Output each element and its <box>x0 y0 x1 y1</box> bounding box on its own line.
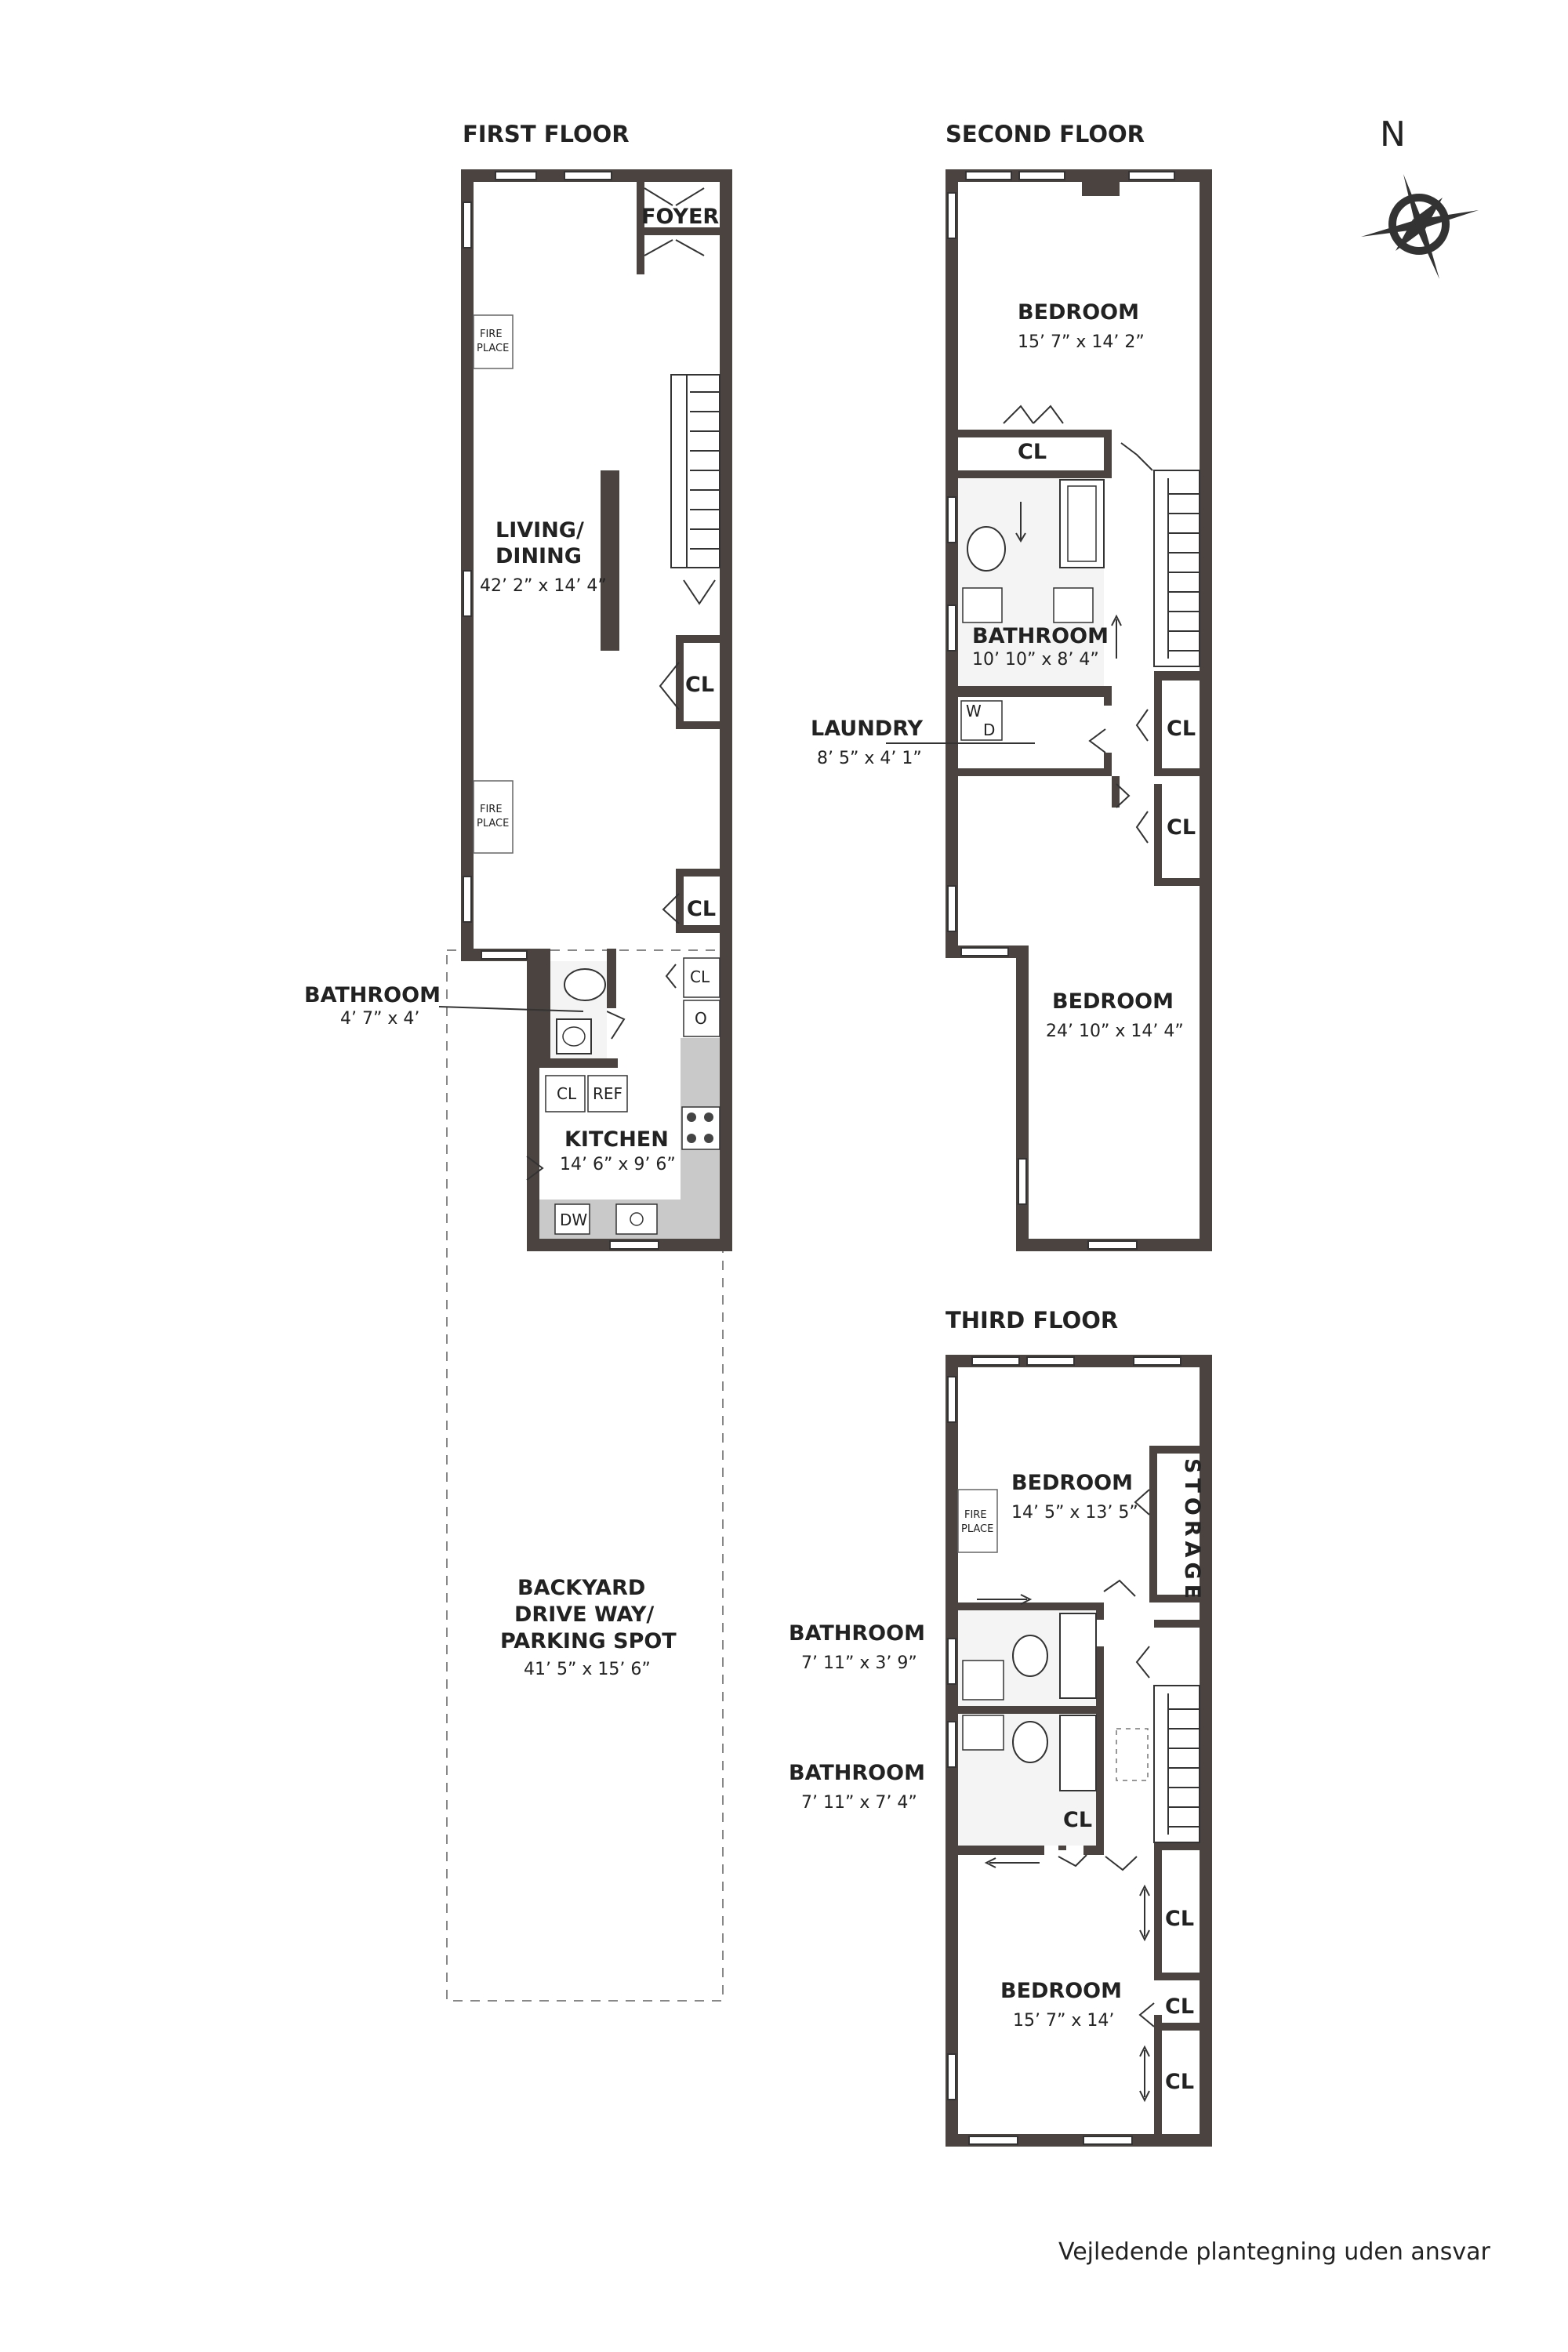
closet-label: CL <box>1167 815 1196 840</box>
bedroom-label: BEDROOM <box>1000 1979 1122 2003</box>
bedroom-front-dim: 15’ 7” x 14’ 2” <box>1018 332 1145 352</box>
north-label: N <box>1380 114 1406 154</box>
second-floor-title: SECOND FLOOR <box>946 121 1145 147</box>
svg-text:FIRE: FIRE <box>480 328 503 340</box>
first-floor-title: FIRST FLOOR <box>463 121 630 147</box>
dishwasher-label: DW <box>560 1210 588 1229</box>
third-floor-stairs <box>1116 1686 1200 1842</box>
storage-label: STORAGE <box>1180 1458 1204 1604</box>
bedroom-label: BEDROOM <box>1052 989 1174 1014</box>
bathroom-label: BATHROOM <box>304 983 441 1007</box>
fireplace-1 <box>474 315 513 368</box>
compass-rose-icon <box>1361 114 1479 279</box>
closet-label: CL <box>1167 717 1196 741</box>
backyard-dim: 41’ 5” x 15’ 6” <box>524 1660 651 1679</box>
closet-label: CL <box>1165 2070 1195 2094</box>
third-floor-bathroom-1 <box>958 1610 1096 1706</box>
second-floor <box>811 121 1212 1251</box>
backyard-label-1: BACKYARD <box>517 1576 646 1600</box>
second-floor-stairs <box>1154 470 1200 666</box>
bedroom-label: BEDROOM <box>1018 300 1139 325</box>
svg-text:PLACE: PLACE <box>961 1523 994 1535</box>
closet-label: CL <box>1063 1808 1093 1832</box>
bathroom-label: BATHROOM <box>789 1761 925 1785</box>
bedroom-rear-dim: 15’ 7” x 14’ <box>1013 2011 1115 2031</box>
first-floor <box>304 121 732 2001</box>
dryer-label: D <box>983 720 996 739</box>
closet-label: CL <box>690 967 710 986</box>
first-floor-stairs <box>671 375 720 604</box>
kitchen-label: KITCHEN <box>564 1127 669 1152</box>
kitchen-dim: 14’ 6” x 9’ 6” <box>560 1155 676 1174</box>
oven-label: O <box>695 1009 707 1028</box>
living-label-1: LIVING/ <box>495 518 584 543</box>
closet-label: CL <box>685 673 715 697</box>
living-dim: 42’ 2” x 14’ 4” <box>480 576 607 596</box>
backyard-label-3: PARKING SPOT <box>500 1629 677 1653</box>
disclaimer-text: Vejledende plantegning uden ansvar <box>1058 2238 1490 2266</box>
closet-label: CL <box>557 1084 577 1103</box>
bathroom-label: BATHROOM <box>789 1621 925 1646</box>
laundry-dim: 8’ 5” x 4’ 1” <box>817 749 922 768</box>
backyard-label-2: DRIVE WAY/ <box>514 1602 655 1627</box>
living-label-2: DINING <box>495 544 582 568</box>
ref-label: REF <box>593 1084 623 1103</box>
bedroom-label: BEDROOM <box>1011 1471 1133 1495</box>
svg-text:PLACE: PLACE <box>477 343 510 354</box>
fireplace-3 <box>958 1490 997 1552</box>
closet-label: CL <box>1165 1994 1195 2019</box>
fireplace-2 <box>474 781 513 853</box>
bathroom-dim: 10’ 10” x 8’ 4” <box>972 650 1099 670</box>
laundry-label: LAUNDRY <box>811 717 924 741</box>
foyer-label: FOYER <box>641 205 720 229</box>
bathroom-1-dim: 7’ 11” x 3’ 9” <box>801 1653 917 1673</box>
third-floor <box>789 1307 1212 2147</box>
svg-text:PLACE: PLACE <box>477 818 510 829</box>
bathroom-dim: 4’ 7” x 4’ <box>340 1009 420 1029</box>
closet-label: CL <box>687 897 717 921</box>
bedroom-front-dim: 14’ 5” x 13’ 5” <box>1011 1503 1138 1523</box>
svg-text:FIRE: FIRE <box>964 1509 987 1521</box>
bedroom-rear-dim: 24’ 10” x 14’ 4” <box>1046 1022 1184 1041</box>
third-floor-title: THIRD FLOOR <box>946 1307 1119 1334</box>
bathroom-label: BATHROOM <box>972 624 1109 648</box>
svg-text:FIRE: FIRE <box>480 804 503 815</box>
washer-label: W <box>966 702 982 720</box>
closet-label: CL <box>1018 440 1047 464</box>
closet-label: CL <box>1165 1907 1195 1931</box>
bathroom-2-dim: 7’ 11” x 7’ 4” <box>801 1793 917 1813</box>
